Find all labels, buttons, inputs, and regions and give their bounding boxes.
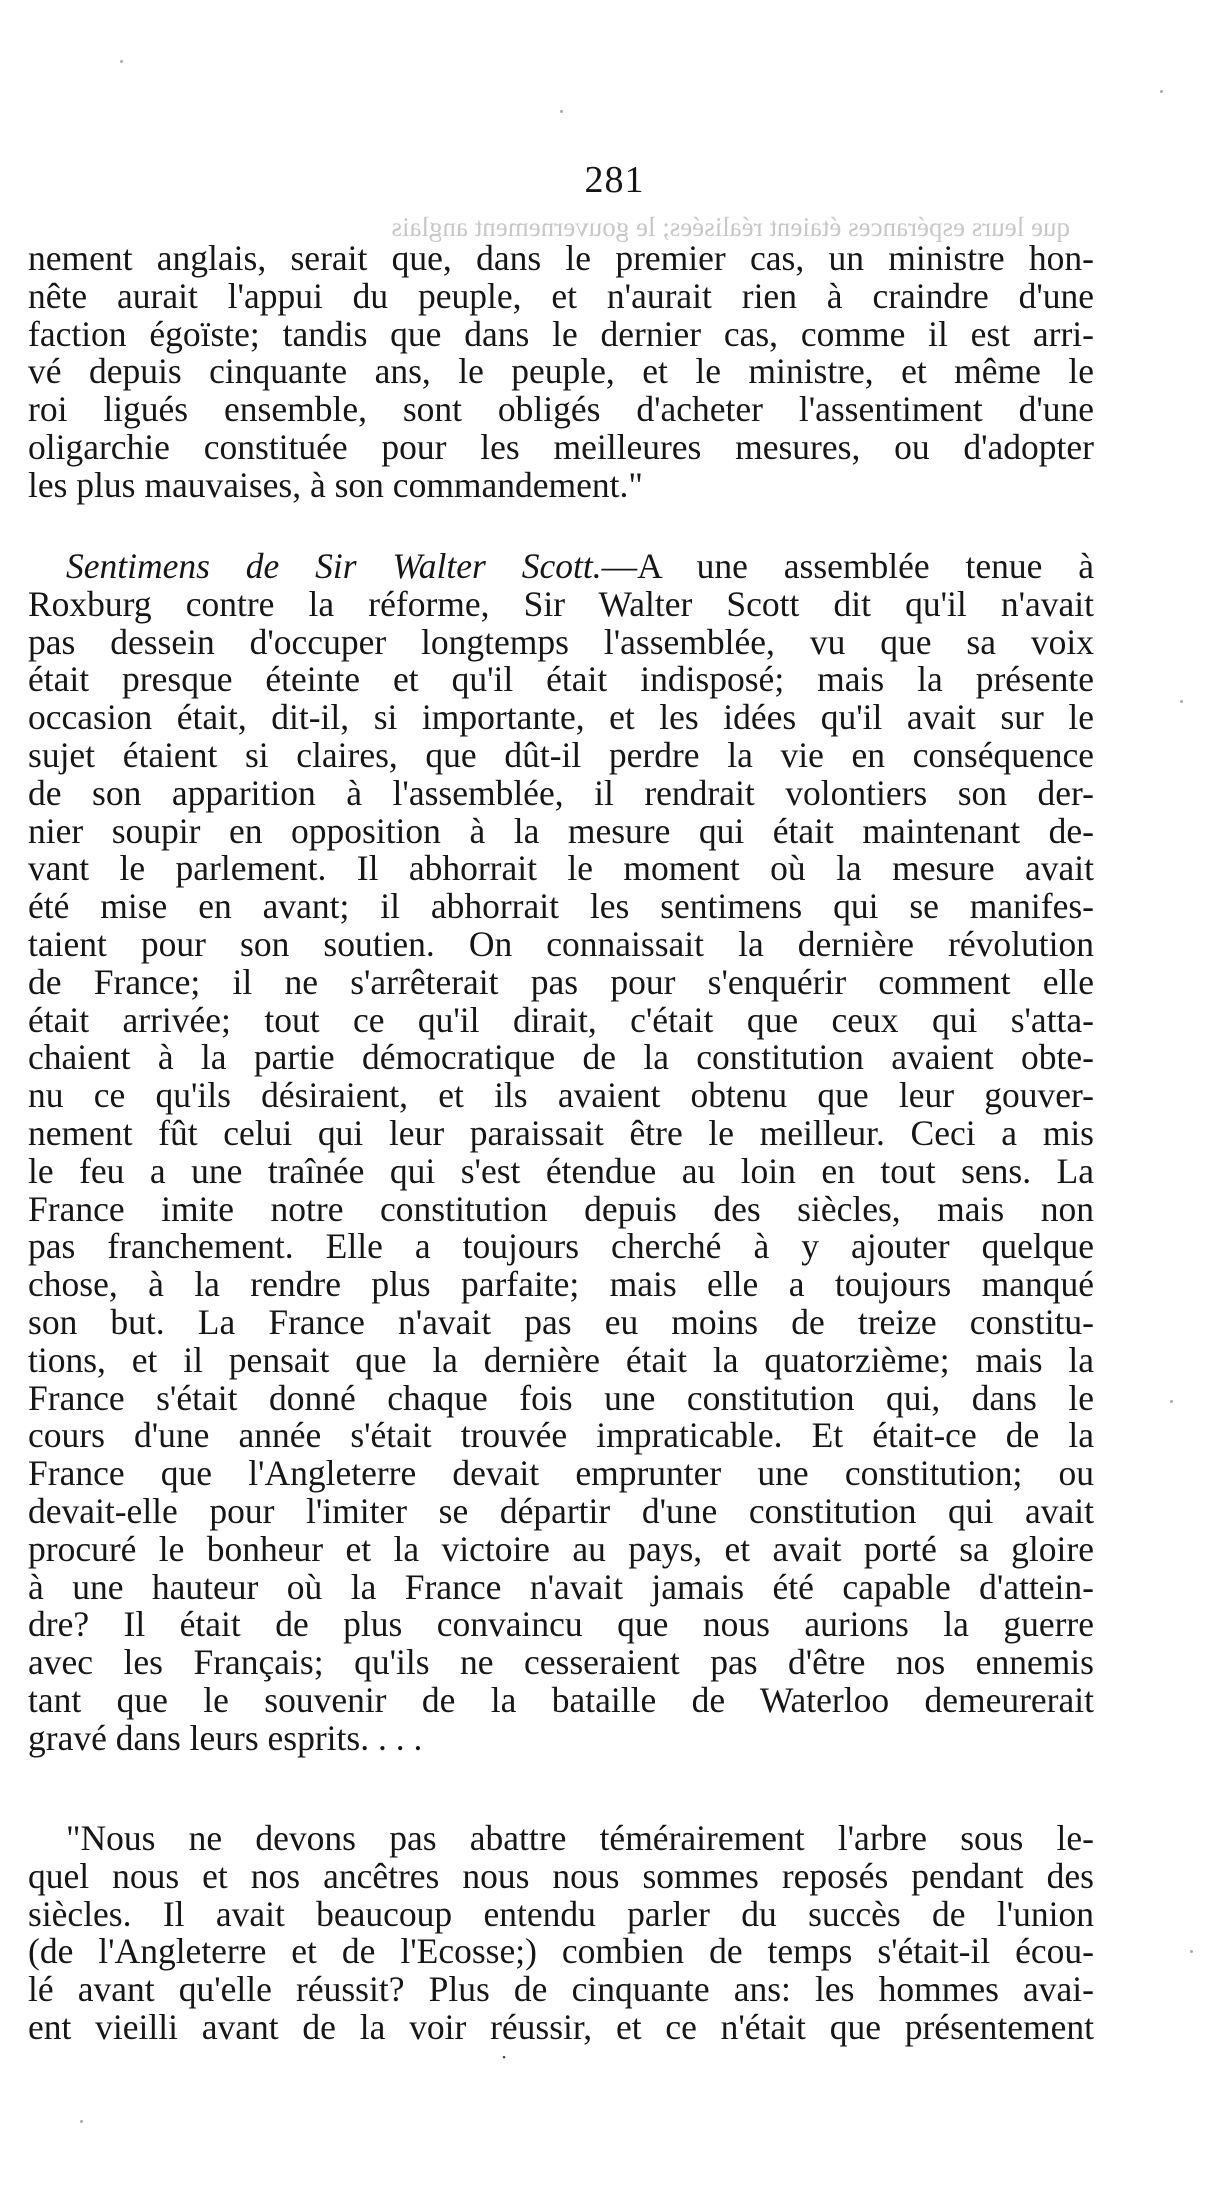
paragraph-continuation (28, 240, 1094, 505)
scan-speck (1190, 1950, 1193, 1953)
text-line: lé avant qu'elle réussit? Plus de cinquante ans: les hommes avai- (28, 1969, 1094, 2010)
scan-speck (80, 2120, 83, 2123)
text-line: taient pour son soutien. On connaissait la dernière révolution (28, 923, 1094, 964)
text-line: chose, à la rendre plus parfaite; mais elle a toujours manqué (28, 1264, 1094, 1305)
text-line: quel nous et nos ancêtres nous nous sommes reposés pendant des (28, 1855, 1094, 1896)
text-line: roi ligués ensemble, sont obligés d'acheter l'assentiment d'une (28, 389, 1094, 430)
text-line: nement anglais, serait que, dans le premier cas, un ministre hon- (28, 238, 1094, 278)
text-line: tions, et il pensait que la dernière était la quatorzième; mais la (28, 1339, 1094, 1380)
text-line: sujet étaient si claires, que dût-il perdre la vie en conséquence (28, 734, 1094, 775)
scan-speck (1160, 90, 1163, 93)
text-line: cours d'une année s'était trouvée impraticable. Et était-ce de la (28, 1415, 1094, 1456)
text-line: nête aurait l'appui du peuple, et n'aurait rien à craindre d'une (28, 275, 1094, 316)
text-line: ent vieilli avant de la voir réussir, et ce n'était que présentement (28, 2006, 1094, 2047)
text-line: devait-elle pour l'imiter se départir d'une constitution qui avait (28, 1490, 1094, 1531)
text-line: oligarchie constituée pour les meilleures mesures, ou d'adopter (28, 426, 1094, 467)
scan-speck (120, 60, 123, 63)
paragraph-quote (28, 1820, 1094, 2047)
text-line: Roxburg contre la réforme, Sir Walter Scott dit qu'il n'avait (28, 583, 1094, 624)
text-line: de France; il ne s'arrêterait pas pour s'enquérir comment elle (28, 961, 1094, 1002)
scan-mark: ˙ (500, 2052, 508, 2078)
heading-continuation: —A une assemblée tenue à (601, 546, 1094, 586)
page-number: 281 (584, 159, 645, 201)
text-line: été mise en avant; il abhorrait les sentimens qui se manifes- (28, 886, 1094, 927)
text-line: nu ce qu'ils désiraient, et ils avaient obtenu que leur gouver- (28, 1075, 1094, 1116)
text-line: vant le parlement. Il abhorrait le moment où la mesure avait (28, 848, 1094, 889)
text-line: le feu a une traînée qui s'est étendue au loin en tout sens. La (28, 1150, 1094, 1191)
text-line: chaient à la partie démocratique de la constitution avaient obte- (28, 1037, 1094, 1078)
text-line: France imite notre constitution depuis des siècles, mais non (28, 1188, 1094, 1229)
text-line: France s'était donné chaque fois une constitution qui, dans le (28, 1377, 1094, 1418)
paragraph-walter-scott (28, 548, 1094, 1758)
text-line: nier soupir en opposition à la mesure qui était maintenant de- (28, 810, 1094, 851)
scan-speck (560, 110, 563, 113)
scan-speck (1170, 1400, 1173, 1403)
text-line: pas dessein d'occuper longtemps l'assemblée, vu que sa voix (28, 621, 1094, 662)
text-line: pas franchement. Elle a toujours cherché à y ajouter quelque (28, 1226, 1094, 1267)
text-line: (de l'Angleterre et de l'Ecosse;) combien de temps s'était-il écou- (28, 1931, 1094, 1972)
bleed-through-text: que leurs espérances étaient réalisées; le gouvernement anglais (391, 212, 1070, 242)
text-line: avec les Français; qu'ils ne cesseraient pas d'être nos ennemis (28, 1642, 1094, 1683)
text-line: à une hauteur où la France n'avait jamais été capable d'attein- (28, 1566, 1094, 1607)
text-line: tant que le souvenir de la bataille de Waterloo demeurerait (28, 1679, 1094, 1720)
text-line: de son apparition à l'assemblée, il rendrait volontiers son der- (28, 772, 1094, 813)
text-line: était presque éteinte et qu'il était indisposé; mais la présente (28, 659, 1094, 700)
text-line: occasion était, dit-il, si importante, et les idées qu'il avait sur le (28, 697, 1094, 738)
text-line: siècles. Il avait beaucoup entendu parler du succès de l'union (28, 1893, 1094, 1934)
text-line: dre? Il était de plus convaincu que nous aurions la guerre (28, 1604, 1094, 1645)
text-line: "Nous ne devons pas abattre témérairement l'arbre sous le- (66, 1818, 1094, 1858)
text-line: France que l'Angleterre devait emprunter une constitution; ou (28, 1453, 1094, 1494)
text-line: les plus mauvaises, à son commandement." (28, 464, 643, 505)
section-heading-line (28, 548, 1094, 586)
text-line: nement fût celui qui leur paraissait être le meilleur. Ceci a mis (28, 1112, 1094, 1153)
section-heading: Sentimens de Sir Walter Scott. (66, 546, 602, 586)
text-line: vé depuis cinquante ans, le peuple, et le ministre, et même le (28, 351, 1094, 392)
scan-speck (1180, 700, 1183, 703)
text-line: gravé dans leurs esprits. . . . (28, 1717, 423, 1758)
text-line: procuré le bonheur et la victoire au pays, et avait porté sa gloire (28, 1528, 1094, 1569)
text-line: était arrivée; tout ce qu'il dirait, c'était que ceux qui s'atta- (28, 999, 1094, 1040)
text-line: faction égoïste; tandis que dans le dernier cas, comme il est arri- (28, 313, 1094, 354)
text-line: son but. La France n'avait pas eu moins de treize constitu- (28, 1301, 1094, 1342)
